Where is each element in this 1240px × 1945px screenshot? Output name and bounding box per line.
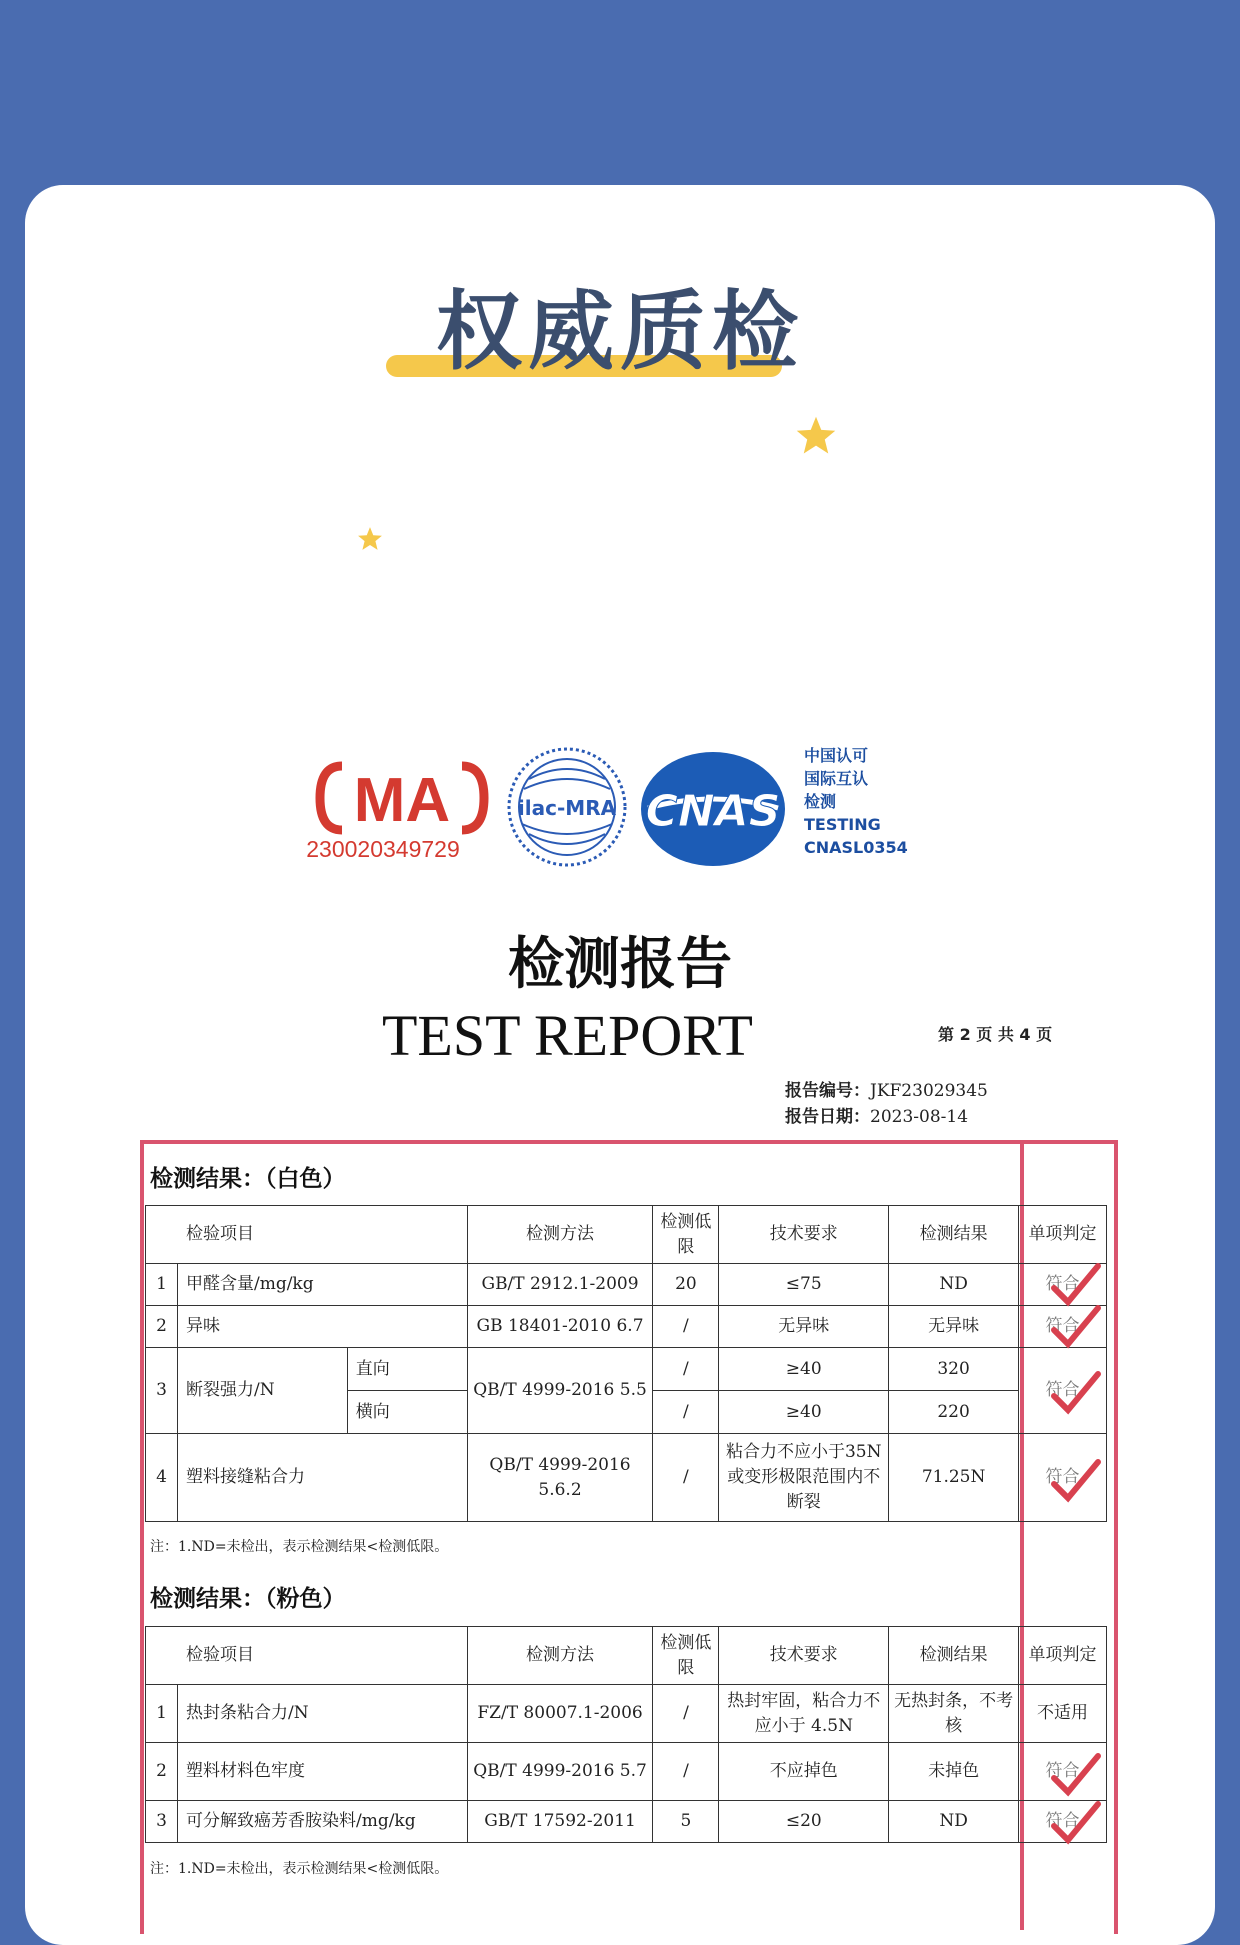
row-method: GB 18401-2010 6.7 (467, 1306, 653, 1348)
row-verdict: 符合 (1019, 1801, 1107, 1843)
row-requirement: ≥40 (719, 1348, 889, 1391)
table-row (146, 1264, 1107, 1306)
row-verdict: 符合 (1019, 1264, 1107, 1306)
row-item: 塑料材料色牢度 (177, 1743, 467, 1801)
header-item: 检验项目 (146, 1206, 468, 1264)
ilac-mra-logo (504, 744, 630, 870)
row-limit: / (653, 1306, 719, 1348)
row-limit: / (653, 1743, 719, 1801)
row-result: 未掉色 (889, 1743, 1019, 1801)
row-method: FZ/T 80007.1-2006 (467, 1685, 653, 1743)
row-subitem: 直向 (347, 1348, 467, 1391)
row-item: 塑料接缝粘合力 (177, 1434, 467, 1522)
row-method: GB/T 2912.1-2009 (467, 1264, 653, 1306)
row-item: 异味 (177, 1306, 467, 1348)
page-indicator: 第 2 页 共 4 页 (938, 1025, 1053, 1044)
header-requirement: 技术要求 (719, 1206, 889, 1264)
row-result: 320 (889, 1348, 1019, 1391)
header-limit: 检测低限 (653, 1627, 719, 1685)
row-item: 热封条粘合力/N (177, 1685, 467, 1743)
check-mark-icon (1050, 1458, 1102, 1504)
header-method: 检测方法 (467, 1627, 653, 1685)
star-icon (357, 526, 383, 552)
row-limit: / (653, 1685, 719, 1743)
row-subitem: 横向 (347, 1391, 467, 1434)
header-limit: 检测低限 (653, 1206, 719, 1264)
cma-number: 230020349729 (306, 836, 460, 862)
row-limit: 5 (653, 1801, 719, 1843)
report-title-cn: 检测报告 (508, 932, 732, 997)
row-requirement: 热封牢固，粘合力不应小于 4.5N (719, 1685, 889, 1743)
row-verdict: 符合 (1019, 1434, 1107, 1522)
row-item: 断裂强力/N (177, 1348, 347, 1434)
check-mark-icon (1050, 1262, 1102, 1308)
row-limit: 20 (653, 1264, 719, 1306)
header-verdict: 单项判定 (1019, 1627, 1107, 1685)
row-number: 2 (146, 1306, 178, 1348)
row-number: 3 (146, 1348, 178, 1434)
check-mark-icon (1050, 1800, 1102, 1846)
check-mark-icon (1050, 1304, 1102, 1350)
row-requirement: 不应掉色 (719, 1743, 889, 1801)
cnas-logo (638, 750, 788, 868)
row-number: 2 (146, 1743, 178, 1801)
header-item: 检验项目 (146, 1627, 468, 1685)
header-result: 检测结果 (889, 1206, 1019, 1264)
report-title-en: TEST REPORT (382, 1003, 753, 1068)
row-limit: / (653, 1391, 719, 1434)
page-headline: 权威质检 (436, 282, 804, 382)
table-row (146, 1306, 1107, 1348)
cnas-caption: 中国认可 国际互认 检测 TESTING CNASL0354 (804, 746, 908, 857)
table-row (146, 1685, 1107, 1743)
row-number: 1 (146, 1685, 178, 1743)
row-result: 无异味 (889, 1306, 1019, 1348)
row-method: QB/T 4999-2016 5.7 (467, 1743, 653, 1801)
row-requirement: ≤75 (719, 1264, 889, 1306)
header-verdict: 单项判定 (1019, 1206, 1107, 1264)
row-result: 220 (889, 1391, 1019, 1434)
row-item: 可分解致癌芳香胺染料/mg/kg (177, 1801, 467, 1843)
row-limit: / (653, 1434, 719, 1522)
row-requirement: 无异味 (719, 1306, 889, 1348)
note-pink: 注：1.ND=未检出，表示检测结果<检测低限。 (150, 1861, 449, 1877)
row-method: QB/T 4999-2016 5.6.2 (467, 1434, 653, 1522)
section-title-pink: 检测结果：（粉色） (150, 1586, 346, 1612)
table-row (146, 1743, 1107, 1801)
check-mark-icon (1050, 1370, 1102, 1416)
table-row (146, 1434, 1107, 1522)
results-table-pink (145, 1626, 1107, 1843)
row-result: 71.25N (889, 1434, 1019, 1522)
row-result: ND (889, 1801, 1019, 1843)
row-number: 1 (146, 1264, 178, 1306)
row-number: 4 (146, 1434, 178, 1522)
row-limit: / (653, 1348, 719, 1391)
report-meta: 报告编号：JKF23029345 报告日期：2023-08-14 (785, 1081, 988, 1127)
star-icon (795, 415, 837, 457)
row-method: GB/T 17592-2011 (467, 1801, 653, 1843)
table-row (146, 1801, 1107, 1843)
note-white: 注：1.ND=未检出，表示检测结果<检测低限。 (150, 1539, 449, 1555)
row-requirement: ≥40 (719, 1391, 889, 1434)
row-method: QB/T 4999-2016 5.5 (467, 1348, 653, 1434)
row-requirement: 粘合力不应小于35N 或变形极限范围内不断裂 (719, 1434, 889, 1522)
svg-text:MA: MA (353, 766, 451, 835)
results-table-white (145, 1205, 1107, 1522)
row-item: 甲醛含量/mg/kg (177, 1264, 467, 1306)
header-requirement: 技术要求 (719, 1627, 889, 1685)
row-verdict: 符合 (1019, 1306, 1107, 1348)
header-method: 检测方法 (467, 1206, 653, 1264)
svg-text:ilac-MRA: ilac-MRA (517, 796, 617, 820)
section-title-white: 检测结果：（白色） (150, 1166, 346, 1192)
row-requirement: ≤20 (719, 1801, 889, 1843)
row-result: ND (889, 1264, 1019, 1306)
table-row (146, 1348, 1107, 1391)
svg-text:CNAS: CNAS (645, 786, 781, 837)
check-mark-icon (1050, 1752, 1102, 1798)
header-result: 检测结果 (889, 1627, 1019, 1685)
row-verdict: 符合 (1019, 1743, 1107, 1801)
row-result: 无热封条，不考核 (889, 1685, 1019, 1743)
row-number: 3 (146, 1801, 178, 1843)
row-verdict: 符合 (1019, 1348, 1107, 1434)
row-verdict: 不适用 (1019, 1685, 1107, 1743)
